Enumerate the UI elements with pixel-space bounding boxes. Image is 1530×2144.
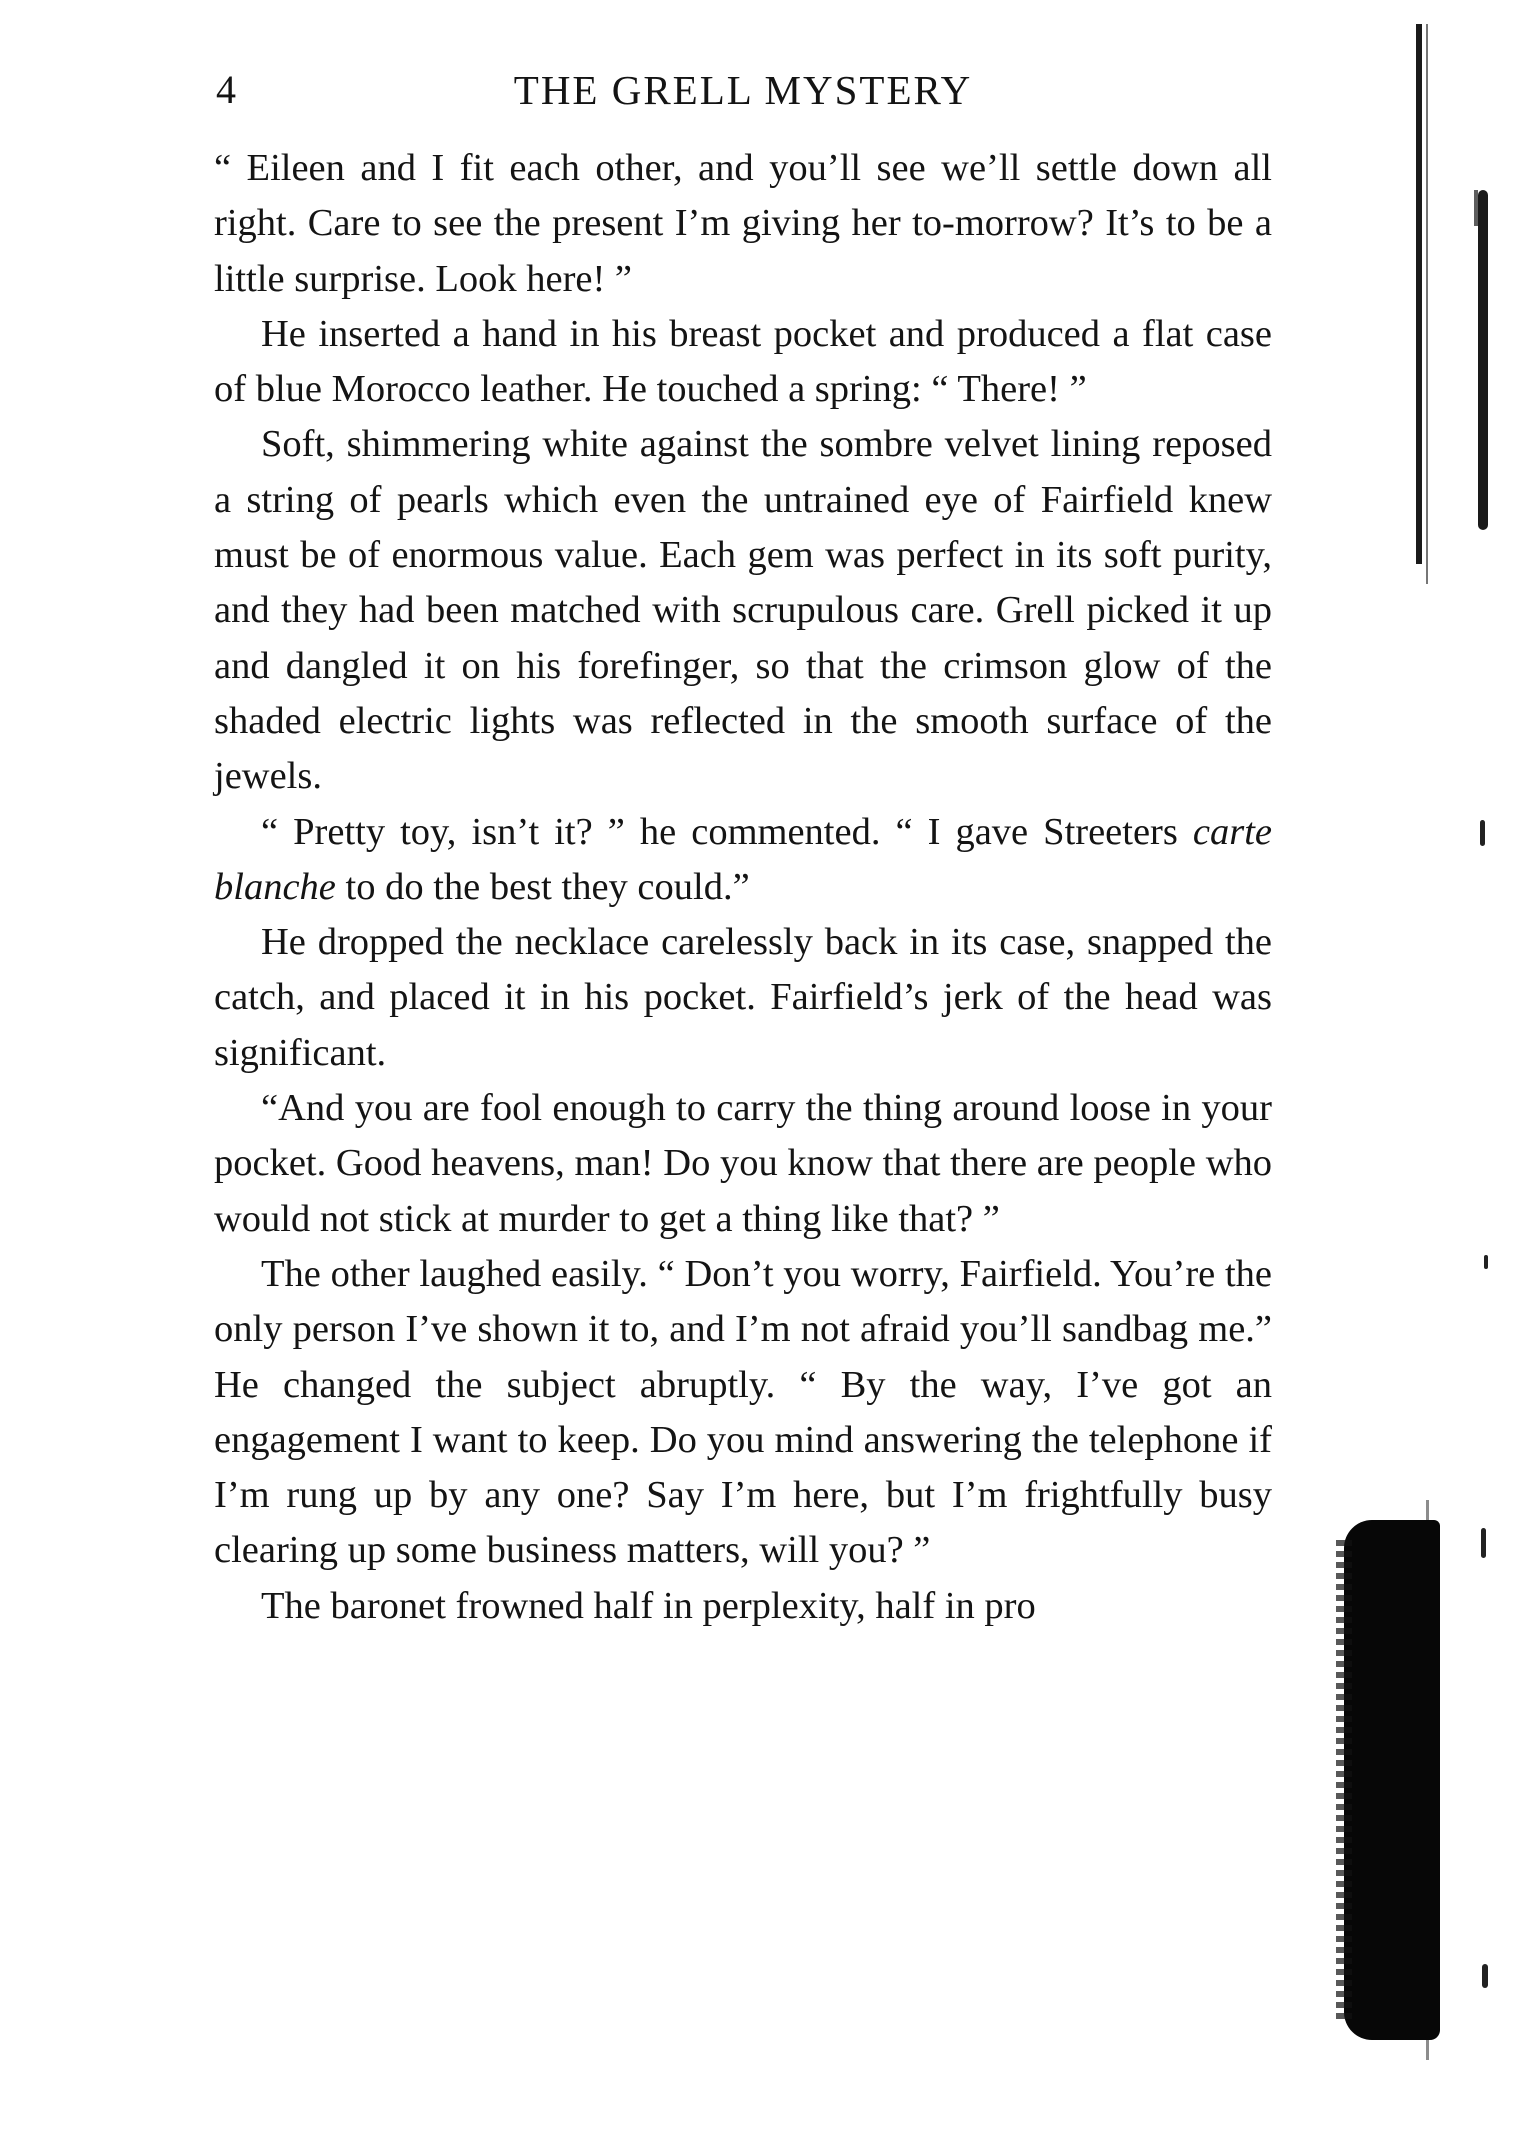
scan-edge-line: [1478, 190, 1488, 530]
paragraph-text: “ Pretty toy, isn’t it? ” he commented. “ I gave Streeters: [261, 810, 1193, 853]
page-header: [214, 60, 1272, 120]
paragraph: Soft, shimmering white against the sombre velvet lining reposed a string of pearls which even the untrained eye of Fairfield knew must be of enormous value. Each gem was perfect in its soft purity, and they had been matched with scrupulous care. Grell picked it up and dangled it on his forefinger, so that the crimson glow of the shaded electric lights was reflected in the smooth surface of the jewels.: [214, 423, 1272, 798]
paragraph: The other laughed easily. “ Don’t you worry, Fairfield. You’re the only person I’ve shown it to, and I’m not afraid you’ll sandbag me.” He changed the subject abruptly. “ By the way, I’ve got an engagement I want to keep. Do you mind answering the telephone if I’m rung up by any one? Say I’m here, but I’m frightfully busy clearing up some business matters, will you? ”: [214, 1252, 1272, 1572]
paragraph: He inserted a hand in his breast pocket and produced a flat case of blue Morocco leather. He touched a spring: “ There! ”: [214, 312, 1272, 411]
body-text: [214, 141, 1272, 1634]
running-title: THE GRELL MYSTERY: [513, 67, 973, 113]
scan-shadow-blot: [1344, 1520, 1440, 2040]
scan-speck: [1480, 820, 1485, 846]
paragraph: “ Eileen and I fit each other, and you’ll see we’ll settle down all right. Care to see the present I’m giving her to-morrow? It’s to be a little surprise. Look here! ”: [214, 147, 1272, 300]
scan-edge-line: [1416, 24, 1422, 564]
paragraph: He dropped the necklace carelessly back in its case, snapped the catch, and placed it in his pocket. Fairfield’s jerk of the head was significant.: [214, 921, 1272, 1074]
paragraph-text: to do the best they could.”: [335, 865, 750, 908]
scan-speck: [1484, 1255, 1488, 1269]
paragraph: “And you are fool enough to carry the thing around loose in your pocket. Good heavens, man! Do you know that there are people who would not stick at murder to get a thing like that? ”: [214, 1087, 1272, 1240]
scan-speck: [1481, 1528, 1486, 1558]
scan-speck: [1482, 1964, 1488, 1988]
scan-edge-line: [1474, 190, 1478, 226]
scan-shadow-fringe: [1336, 1540, 1352, 2020]
paragraph: [214, 805, 1272, 916]
page-number: 4: [216, 67, 236, 112]
scan-edge-line: [1426, 24, 1428, 584]
paragraph: The baronet frowned half in perplexity, half in pro: [261, 1584, 1036, 1627]
italic-phrase: carte blanche: [214, 810, 1272, 908]
